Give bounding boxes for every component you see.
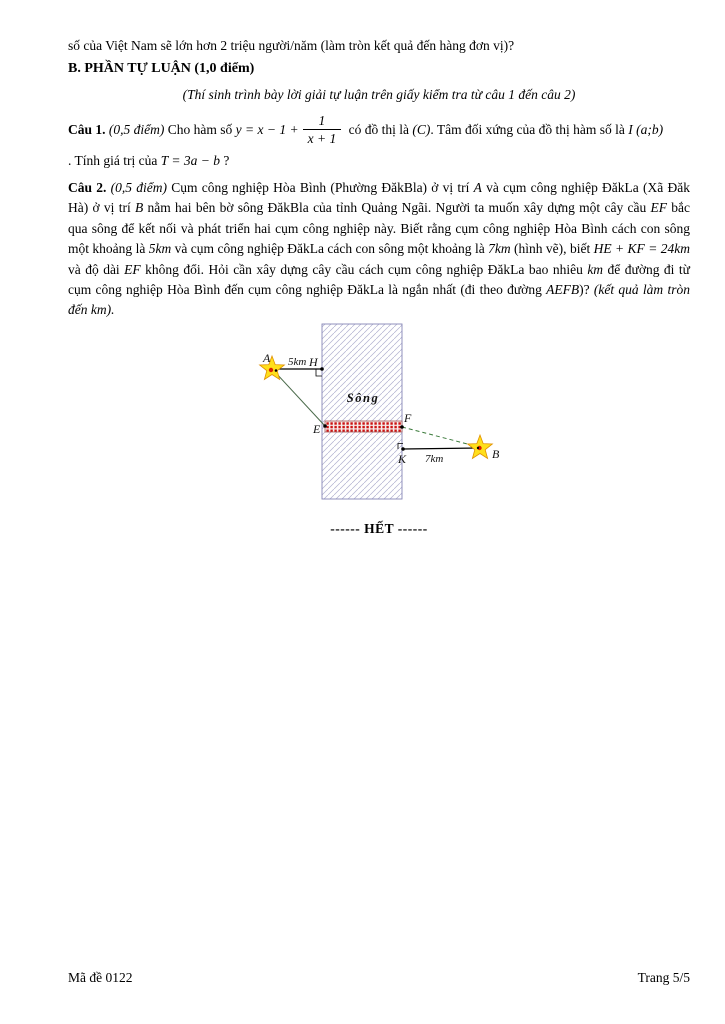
cau2-text: )? [579,282,594,298]
point-h-dot [320,367,324,371]
label-f: F [404,410,412,425]
math-var: 7km [488,241,511,257]
label-e: E [313,421,321,436]
cau1-text: . Tâm đối xứng của đồ thị hàm số là [430,122,629,138]
point-e-dot [323,424,327,428]
page-number: Trang 5/5 [637,970,690,985]
river-bridge-diagram [250,321,522,509]
label-b: B [492,446,500,461]
river-band [322,324,402,499]
function-lhs: y = x − 1 + [235,122,299,138]
cau1-paragraph [68,112,690,150]
cau2-text: không đổi. Hỏi cần xây dựng cây cầu cách cụm công nghiệp ĐăkLa bao nhiêu [140,261,588,277]
cau2-paragraph [68,178,690,321]
section-note: (Thí sinh trình bày lời giải tự luận trên giấy kiểm tra từ câu 1 đến câu 2) [182,87,576,102]
cau2-text: bắc qua sông để kết nối và phát triển hai cụm công nghiệp này. Biết rằng cụm công nghiệp Hòa Bình cách con sông một khoảng là [68,200,691,257]
segment-a-e [275,372,325,426]
point-a-dot [275,369,278,372]
cau2-text: và cụm công nghiệp ĐăkLa (Xã Đăk Hà) ở vị trí [68,180,690,216]
math-var: EF [124,261,141,277]
math-expression: HE + KF = 24km [593,241,690,257]
cau1-text: Cho hàm số [167,122,236,138]
cau2-text: nằm hai bên bờ sông ĐăkBla của tỉnh Quảng Ngãi. Người ta muốn xây dựng một cây cầu [143,200,651,216]
cau1-label: Câu 1. [68,122,109,138]
cau2-text: (hình vẽ), biết [510,241,594,257]
math-var: EF [650,200,667,216]
exam-code: Mã đề 0122 [68,970,133,985]
page-footer [68,970,690,986]
curve-name: (C) [412,122,431,138]
page-content [68,36,690,539]
bridge-e-f [325,421,402,432]
cau2-text: và cụm công nghiệp ĐăkLa cách con sông một khoảng là [171,241,489,257]
cau2-note: (kết quả làm tròn đến km). [68,282,690,318]
point-f-dot [400,425,404,429]
math-var: AEFB [546,282,580,298]
function-expression [235,113,346,146]
cau2-label: Câu 2. [68,180,111,195]
cau2-text: và độ dài [68,261,125,277]
cau1-text: . Tính giá trị của [68,153,161,168]
cau1-text: có đồ thị là [345,122,413,138]
cau2-text: Cụm công nghiệp Hòa Bình (Phường ĐăkBla) ở vị trí [171,180,474,195]
geometry-figure [250,321,522,509]
point-b-dot [477,447,479,449]
center-point-expression: I (a;b) [628,122,664,138]
fraction [303,112,342,147]
label-a: A [263,350,271,365]
math-var: 5km [148,241,172,257]
math-var: A [473,180,482,195]
cau2-text: để đường đi từ cụm công nghiệp Hòa Bình đến cụm công nghiệp ĐăkLa là ngắn nhất (đi theo đường [68,261,690,298]
cau1-points: (0,5 điểm) [108,122,168,138]
label-k: K [398,451,407,466]
question-mark: ? [219,153,230,168]
intro-line: số của Việt Nam sẽ lớn hơn 2 triệu người/năm (làm tròn kết quả đến hàng đơn vị)? [68,38,515,53]
label-h: H [309,354,318,369]
cau2-points: (0,5 điểm) [110,180,172,195]
t-expression: T = 3a − b [160,153,220,168]
end-marker: ------ HẾT ------ [330,520,428,536]
river-label: Sông [346,390,380,405]
distance-a-h: 5km [288,355,307,368]
fraction-denominator: x + 1 [303,129,342,147]
section-heading: B. PHẦN TỰ LUẬN (1,0 điểm) [68,61,255,76]
fraction-numerator: 1 [318,113,326,128]
segment-k-b [403,448,479,449]
distance-k-b: 7km [425,452,444,465]
point-k-dot [401,447,405,451]
math-var: km [587,261,604,277]
cau1-question-line [68,150,690,171]
star-a-center [269,368,273,372]
math-var: B [135,200,144,216]
